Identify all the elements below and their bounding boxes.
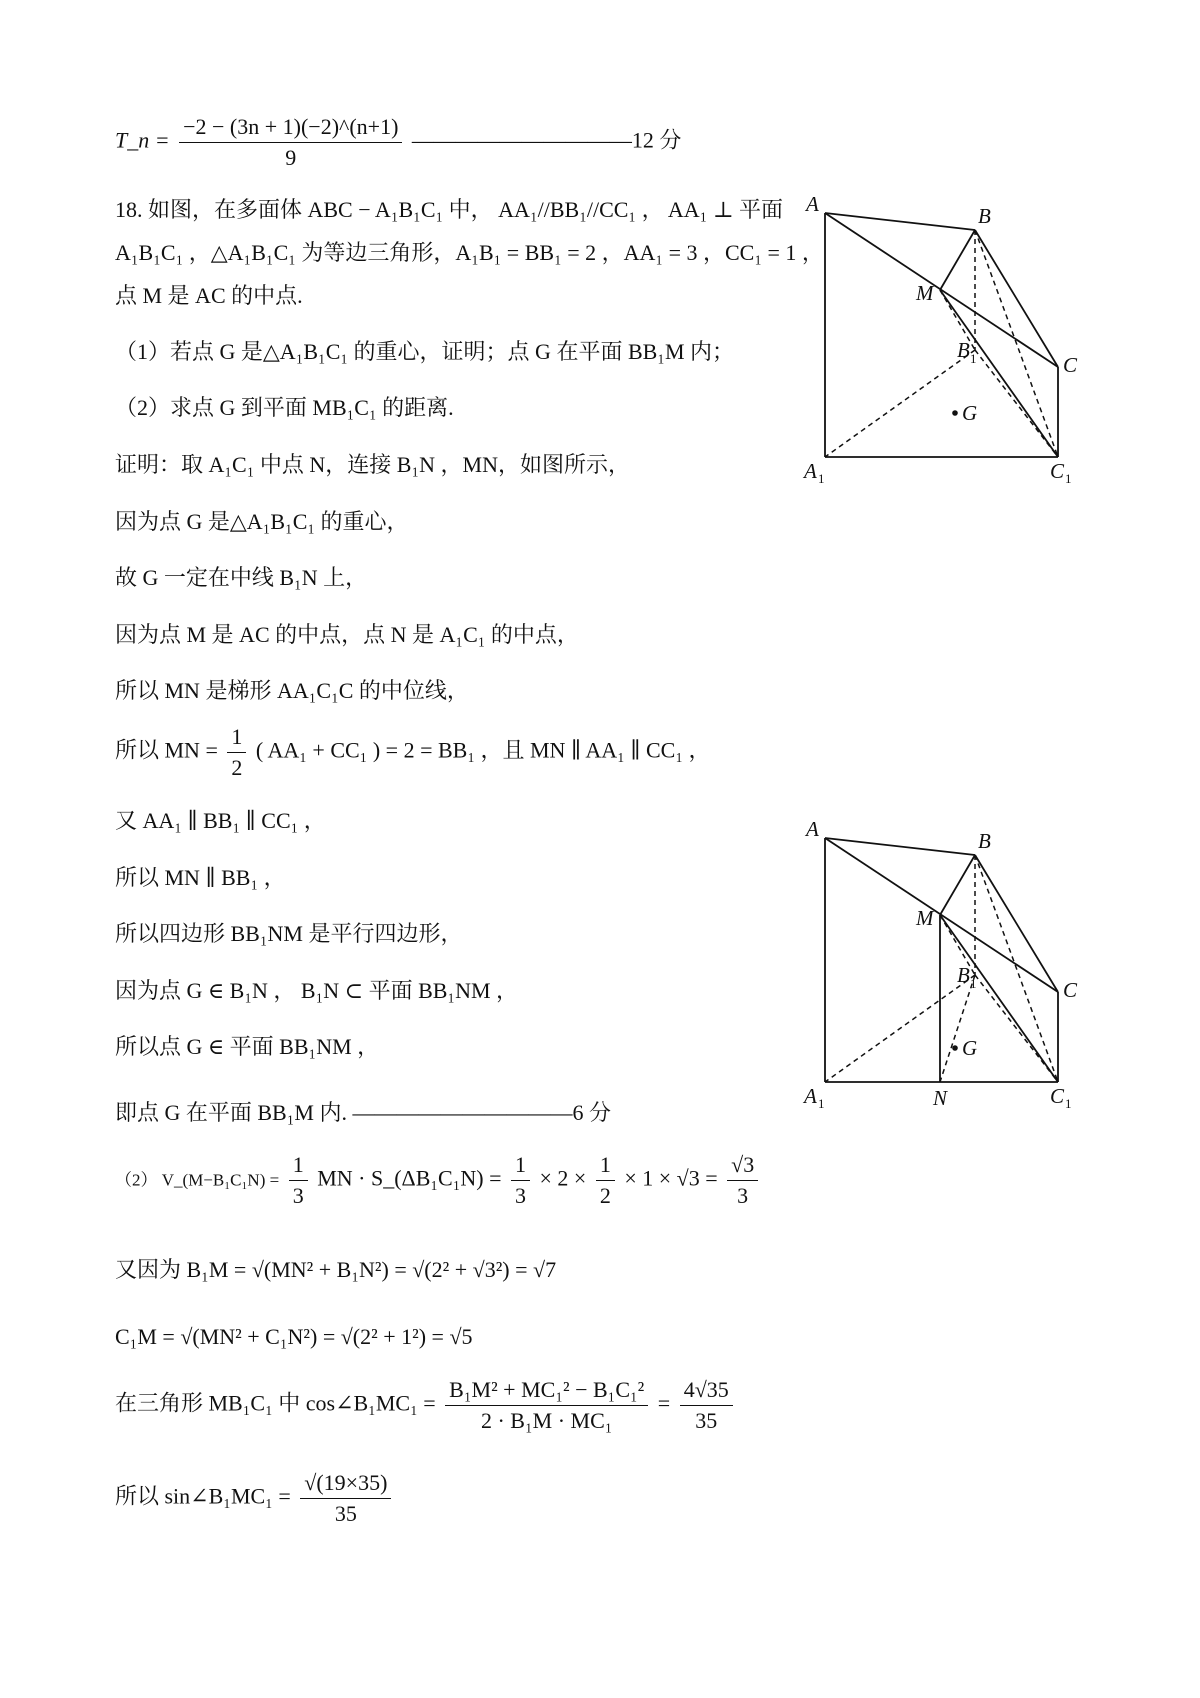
problem-line-2: A₁B₁C₁ ，△A₁B₁C₁ 为等边三角形，A₁B₁ = BB₁ = 2 ，AA₁ = 3 ，CC₁ = 1 ， [115, 240, 824, 265]
fig2-label-m: M [916, 906, 934, 930]
fig1-label-c1: C [1050, 459, 1065, 483]
fig1-label-a1-sub: 1 [818, 471, 825, 485]
fig2-label-c: C [1063, 978, 1078, 1002]
fig2-label-b: B [978, 829, 991, 853]
frac-num: 1 [596, 1150, 615, 1181]
proof-line-7: 又 AA₁ ∥ BB₁ ∥ CC₁ ， [115, 808, 326, 833]
fig1-label-a1: A [804, 459, 817, 483]
fig1-label-b1-sub: 1 [970, 351, 977, 366]
cos-den: 2 · B₁M · MC₁ [480, 1408, 613, 1433]
half-num: 1 [227, 722, 246, 753]
frac-1-3-b [511, 1150, 530, 1211]
score-12: ——————————12 分 [411, 127, 682, 153]
frac-num: 1 [511, 1150, 530, 1181]
proof-line-5: 所以 MN 是梯形 AA₁C₁C 的中位线， [115, 678, 469, 703]
problem-part-2: （2）求点 G 到平面 MB₁C₁ 的距离. [115, 395, 454, 420]
proof-line-2: 因为点 G 是△A₁B₁C₁ 的重心， [115, 509, 409, 534]
cos-value [680, 1375, 733, 1436]
fig2-label-a: A [806, 820, 819, 841]
sin-lhs: 所以 sin∠B₁MC₁ = [115, 1483, 291, 1509]
proof-line-4: 因为点 M 是 AC 的中点，点 N 是 A₁C₁ 的中点， [115, 622, 579, 647]
fig1-label-g: G [962, 401, 978, 425]
proof-line-9: 所以四边形 BB₁NM 是平行四边形， [115, 921, 463, 946]
fig1-label-b: B [978, 204, 991, 228]
fig1-label-b1: B [957, 338, 970, 362]
problem-line-3: 点 M 是 AC 的中点. [115, 283, 303, 308]
cos-line [115, 1375, 737, 1436]
proof-line-6 [115, 722, 711, 783]
fig2-label-g: G [962, 1036, 978, 1060]
proof-line-3: 故 G 一定在中线 B₁N 上， [115, 565, 368, 590]
volume-lhs: （2） V_(M−B₁C₁N) = [115, 1170, 280, 1190]
frac-den: 3 [292, 1183, 304, 1208]
problem-part-1: （1）若点 G 是△A₁B₁C₁ 的重心，证明；点 G 在平面 BB₁M 内； [115, 339, 735, 364]
sin-num: √(19×35) [300, 1468, 391, 1499]
proof-line-11: 所以点 G ∈ 平面 BB₁NM ， [115, 1034, 380, 1059]
proof-line-10: 因为点 G ∈ B₁N ， B₁N ⊂ 平面 BB₁NM ， [115, 978, 519, 1003]
proof-line-1: 证明：取 A₁C₁ 中点 N，连接 B₁N ，MN，如图所示， [115, 452, 630, 477]
fig2-label-c1: C [1050, 1084, 1065, 1108]
fig1-label-c1-sub: 1 [1065, 471, 1072, 485]
c1m-line: C₁M = √(MN² + C₁N²) = √(2² + 1²) = √5 [115, 1324, 473, 1349]
cos-num: B₁M² + MC₁² − B₁C₁² [445, 1375, 648, 1406]
frac-sqrt3-3 [727, 1150, 758, 1211]
tn-numerator: −2 − (3n + 1)(−2)^(n+1) [179, 112, 402, 143]
fig2-label-b1: B [957, 963, 970, 987]
sin-den: 35 [334, 1501, 357, 1526]
tn-denominator: 9 [285, 145, 297, 170]
frac-1-2 [596, 1150, 615, 1211]
figure-polyhedron-1 [790, 195, 1090, 485]
sin-fraction [300, 1468, 391, 1529]
frac-den: 3 [737, 1183, 749, 1208]
problem-line-1: 18. 如图，在多面体 ABC − A₁B₁C₁ 中， AA₁//BB₁//CC₁ ， AA₁ ⊥ 平面 [115, 197, 784, 222]
cos-eq: = [657, 1390, 671, 1416]
mn-lhs: 所以 MN = [115, 737, 218, 763]
sin-line [115, 1468, 395, 1529]
tn-formula [115, 112, 681, 173]
tn-fraction [179, 112, 402, 173]
frac-1-3-a [289, 1150, 308, 1211]
cos-lhs: 在三角形 MB₁C₁ 中 cos∠B₁MC₁ = [115, 1390, 436, 1416]
b1m-line: 又因为 B₁M = √(MN² + B₁N²) = √(2² + √3²) = √7 [115, 1257, 557, 1282]
frac-num: 1 [289, 1150, 308, 1181]
volume-line [115, 1150, 762, 1211]
cos-fraction [445, 1375, 648, 1436]
tn-lhs: T_n = [115, 127, 170, 153]
fig1-label-c: C [1063, 353, 1078, 377]
figure-polyhedron-2 [790, 820, 1090, 1110]
fig1-label-m: M [916, 281, 934, 305]
cos-value-den: 35 [695, 1408, 718, 1433]
proof-line-12: 即点 G 在平面 BB₁M 内. ——————————6 分 [115, 1100, 611, 1125]
cos-value-num: 4√35 [680, 1375, 733, 1406]
fig2-label-b1-sub: 1 [970, 976, 977, 991]
fig2-label-c1-sub: 1 [1065, 1096, 1072, 1110]
fig1-label-a: A [806, 195, 819, 216]
fig2-label-a1: A [804, 1084, 817, 1108]
frac-num: √3 [727, 1150, 758, 1181]
half-fraction [227, 722, 246, 783]
fig2-label-n: N [933, 1086, 948, 1110]
fig2-label-a1-sub: 1 [818, 1096, 825, 1110]
volume-mid: MN · S_(ΔB₁C₁N) = [317, 1165, 502, 1191]
volume-times: × 2 × [539, 1165, 587, 1191]
frac-den: 3 [515, 1183, 526, 1208]
half-den: 2 [231, 755, 243, 780]
mn-rhs: ( AA₁ + CC₁ ) = 2 = BB₁ ，且 MN ∥ AA₁ ∥ CC₁ ， [255, 737, 711, 763]
volume-end: × 1 × √3 = [624, 1165, 718, 1191]
frac-den: 2 [599, 1183, 611, 1208]
proof-line-8: 所以 MN ∥ BB₁ ， [115, 865, 286, 890]
